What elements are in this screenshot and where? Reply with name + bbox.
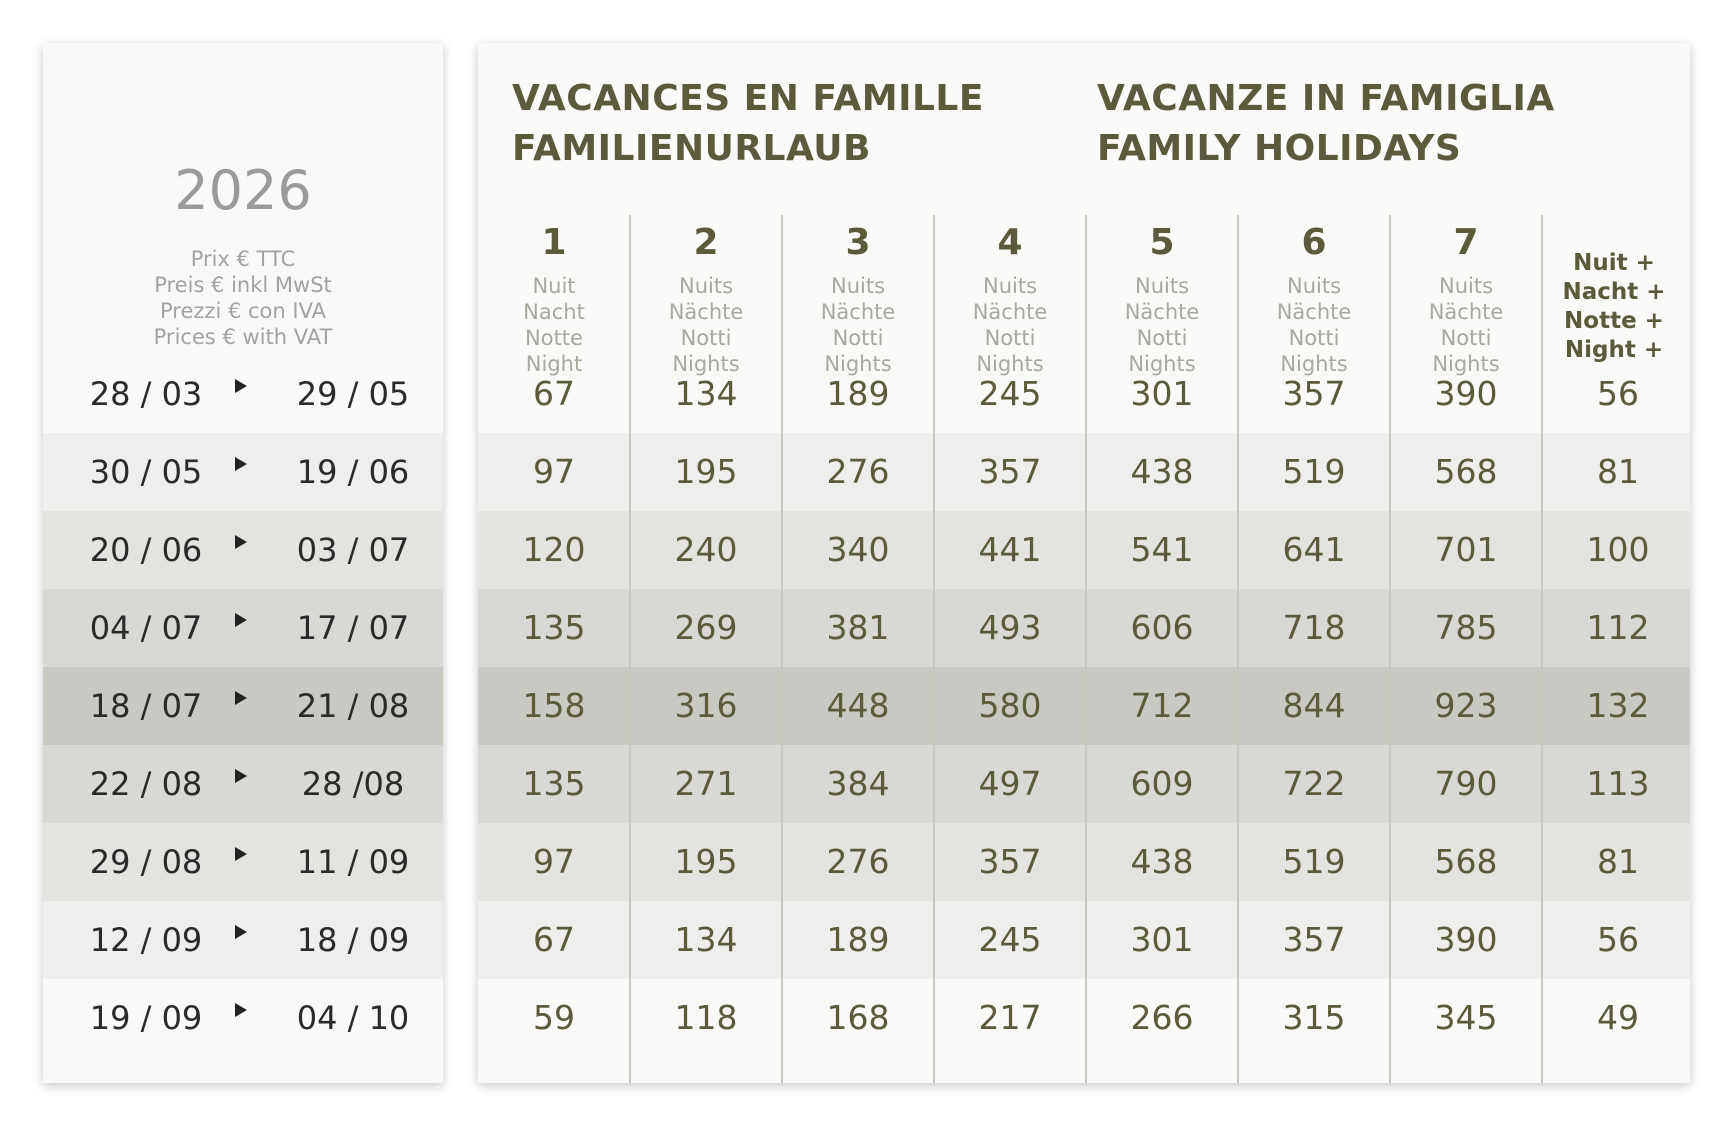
price-cell: 276	[826, 452, 890, 491]
column-nights-label	[478, 273, 630, 377]
date-from: 20 / 06	[89, 531, 203, 569]
arrow-right-icon	[235, 1003, 247, 1017]
column-label-line: Nights	[1128, 352, 1196, 376]
column-label-line: Notti	[832, 326, 884, 350]
extra-night-fr: Nuit +	[1573, 250, 1655, 276]
arrow-right-icon	[235, 769, 247, 783]
price-cell: 245	[978, 920, 1042, 959]
title-en: FAMILY HOLIDAYS	[1097, 128, 1462, 169]
title-fr: VACANCES EN FAMILLE	[512, 78, 984, 119]
price-cell: 276	[826, 842, 890, 881]
price-cell: 701	[1434, 530, 1498, 569]
price-cell: 357	[978, 842, 1042, 881]
column-label-line: Nights	[672, 352, 740, 376]
column-label-line: Nights	[1432, 352, 1500, 376]
date-range-row	[43, 823, 443, 901]
title-de: FAMILIENURLAUB	[512, 128, 871, 169]
column-label-line: Nächte	[1428, 300, 1504, 324]
date-range-row	[43, 979, 443, 1057]
price-panel	[478, 43, 1690, 1083]
price-cell: 189	[826, 374, 890, 413]
price-cell: 568	[1434, 452, 1498, 491]
column-nights-label	[1086, 273, 1238, 377]
arrow-right-icon	[235, 613, 247, 627]
price-cell: 67	[533, 920, 575, 959]
price-cell-extra-night: 49	[1597, 998, 1639, 1037]
price-cell: 195	[674, 842, 738, 881]
column-divider	[1237, 215, 1239, 1083]
price-cell: 580	[978, 686, 1042, 725]
arrow-right-icon	[235, 847, 247, 861]
column-nights-count: 2	[693, 222, 719, 263]
date-range-row	[43, 433, 443, 511]
date-from: 12 / 09	[89, 921, 203, 959]
extra-night-de: Nacht +	[1562, 279, 1666, 305]
title-it: VACANZE IN FAMIGLIA	[1097, 78, 1555, 119]
price-cell: 785	[1434, 608, 1498, 647]
column-label-line: Notti	[680, 326, 732, 350]
arrow-right-icon	[235, 457, 247, 471]
price-cell: 390	[1434, 374, 1498, 413]
price-cell: 271	[674, 764, 738, 803]
column-label-line: Notti	[1288, 326, 1340, 350]
price-cell: 438	[1130, 842, 1194, 881]
price-cell: 97	[533, 452, 575, 491]
date-range-row	[43, 667, 443, 745]
date-from: 18 / 07	[89, 687, 203, 725]
date-from: 22 / 08	[89, 765, 203, 803]
column-nights-count: 7	[1453, 222, 1479, 263]
date-to: 29 / 05	[296, 375, 410, 413]
arrow-right-icon	[235, 691, 247, 705]
price-row	[478, 433, 1690, 511]
column-divider	[629, 215, 631, 1083]
price-cell: 315	[1282, 998, 1346, 1037]
column-nights-count: 3	[845, 222, 871, 263]
price-row	[478, 589, 1690, 667]
extra-night-header	[1538, 249, 1690, 365]
column-label-line: Nuits	[1438, 274, 1494, 298]
column-label-line: Nuits	[678, 274, 734, 298]
date-to: 11 / 09	[296, 843, 410, 881]
price-cell: 134	[674, 920, 738, 959]
column-label-line: Nuits	[1134, 274, 1190, 298]
price-cell: 245	[978, 374, 1042, 413]
arrow-right-icon	[235, 925, 247, 939]
column-label-line: Night	[525, 352, 583, 376]
price-cell: 844	[1282, 686, 1346, 725]
date-to: 17 / 07	[296, 609, 410, 647]
date-from: 29 / 08	[89, 843, 203, 881]
date-panel	[43, 43, 443, 1083]
price-cell: 519	[1282, 842, 1346, 881]
price-cell: 357	[1282, 920, 1346, 959]
column-divider	[1541, 215, 1543, 1083]
price-cell: 134	[674, 374, 738, 413]
column-label-line: Nuits	[982, 274, 1038, 298]
price-cell: 357	[1282, 374, 1346, 413]
date-range-row	[43, 355, 443, 433]
column-nights-label	[1238, 273, 1390, 377]
price-cell: 301	[1130, 920, 1194, 959]
column-label-line: Nights	[976, 352, 1044, 376]
column-label-line: Nights	[824, 352, 892, 376]
column-label-line: Nuit	[532, 274, 576, 298]
price-cell: 67	[533, 374, 575, 413]
column-nights-count: 5	[1149, 222, 1175, 263]
date-to: 21 / 08	[296, 687, 410, 725]
price-cell: 118	[674, 998, 738, 1037]
column-label-line: Nächte	[972, 300, 1048, 324]
column-divider	[1389, 215, 1391, 1083]
column-label-line: Nacht	[523, 300, 585, 324]
date-range-row	[43, 745, 443, 823]
column-label-line: Notte	[525, 326, 583, 350]
price-cell: 168	[826, 998, 890, 1037]
price-cell: 269	[674, 608, 738, 647]
column-header-3	[782, 223, 934, 377]
price-cell: 438	[1130, 452, 1194, 491]
price-cell: 158	[522, 686, 586, 725]
price-cell: 340	[826, 530, 890, 569]
price-row	[478, 901, 1690, 979]
price-note-fr: Prix € TTC	[190, 247, 296, 271]
price-cell: 606	[1130, 608, 1194, 647]
column-label-line: Notti	[984, 326, 1036, 350]
column-label-line: Nuits	[830, 274, 886, 298]
price-cell: 493	[978, 608, 1042, 647]
column-divider	[1085, 215, 1087, 1083]
column-label-line: Nächte	[1276, 300, 1352, 324]
price-row	[478, 823, 1690, 901]
date-from: 28 / 03	[89, 375, 203, 413]
price-cell: 641	[1282, 530, 1346, 569]
price-cell: 59	[533, 998, 575, 1037]
date-from: 04 / 07	[89, 609, 203, 647]
date-range-row	[43, 511, 443, 589]
column-label-line: Nächte	[668, 300, 744, 324]
price-cell: 541	[1130, 530, 1194, 569]
column-label-line: Notti	[1136, 326, 1188, 350]
column-nights-count: 6	[1301, 222, 1327, 263]
price-cell-extra-night: 81	[1597, 842, 1639, 881]
price-cell-extra-night: 56	[1597, 374, 1639, 413]
price-cell: 135	[522, 608, 586, 647]
column-header-2	[630, 223, 782, 377]
column-nights-label	[782, 273, 934, 377]
price-cell-extra-night: 113	[1586, 764, 1650, 803]
price-cell-extra-night: 100	[1586, 530, 1650, 569]
price-cell-extra-night: 56	[1597, 920, 1639, 959]
column-label-line: Nächte	[1124, 300, 1200, 324]
price-cell: 97	[533, 842, 575, 881]
date-to: 04 / 10	[296, 999, 410, 1037]
arrow-right-icon	[235, 535, 247, 549]
price-cell: 381	[826, 608, 890, 647]
price-cell: 266	[1130, 998, 1194, 1037]
column-nights-count: 1	[541, 222, 567, 263]
price-cell: 301	[1130, 374, 1194, 413]
price-cell: 718	[1282, 608, 1346, 647]
price-cell: 189	[826, 920, 890, 959]
price-row	[478, 979, 1690, 1057]
column-header-5	[1086, 223, 1238, 377]
date-to: 28 /08	[301, 765, 405, 803]
column-divider	[781, 215, 783, 1083]
price-cell: 497	[978, 764, 1042, 803]
year-title: 2026	[174, 159, 312, 222]
price-cell-extra-night: 132	[1586, 686, 1650, 725]
price-cell: 357	[978, 452, 1042, 491]
date-from: 19 / 09	[89, 999, 203, 1037]
price-cell: 441	[978, 530, 1042, 569]
column-header-4	[934, 223, 1086, 377]
column-nights-label	[630, 273, 782, 377]
date-to: 18 / 09	[296, 921, 410, 959]
date-to: 03 / 07	[296, 531, 410, 569]
column-label-line: Nächte	[820, 300, 896, 324]
date-to: 19 / 06	[296, 453, 410, 491]
price-row	[478, 511, 1690, 589]
price-cell: 316	[674, 686, 738, 725]
price-cell: 345	[1434, 998, 1498, 1037]
extra-night-en: Night +	[1564, 337, 1664, 363]
price-cell: 568	[1434, 842, 1498, 881]
column-nights-label	[1390, 273, 1542, 377]
date-range-row	[43, 589, 443, 667]
price-cell: 519	[1282, 452, 1346, 491]
price-cell: 923	[1434, 686, 1498, 725]
column-divider	[933, 215, 935, 1083]
price-cell: 790	[1434, 764, 1498, 803]
price-cell: 120	[522, 530, 586, 569]
extra-night-it: Notte +	[1564, 308, 1664, 334]
price-cell: 448	[826, 686, 890, 725]
date-range-row	[43, 901, 443, 979]
column-label-line: Nights	[1280, 352, 1348, 376]
column-header-7	[1390, 223, 1542, 377]
price-row	[478, 667, 1690, 745]
price-note-de: Preis € inkl MwSt	[154, 273, 332, 297]
price-cell: 135	[522, 764, 586, 803]
price-note-it: Prezzi € con IVA	[160, 299, 326, 323]
price-cell: 390	[1434, 920, 1498, 959]
column-nights-count: 4	[997, 222, 1023, 263]
price-row	[478, 745, 1690, 823]
arrow-right-icon	[235, 379, 247, 393]
price-cell: 712	[1130, 686, 1194, 725]
date-from: 30 / 05	[89, 453, 203, 491]
column-header-6	[1238, 223, 1390, 377]
price-cell-extra-night: 81	[1597, 452, 1639, 491]
price-cell: 240	[674, 530, 738, 569]
price-cell: 195	[674, 452, 738, 491]
price-note-en: Prices € with VAT	[153, 325, 333, 349]
column-nights-label	[934, 273, 1086, 377]
column-header-1	[478, 223, 630, 377]
price-cell: 722	[1282, 764, 1346, 803]
price-cell: 384	[826, 764, 890, 803]
column-label-line: Notti	[1440, 326, 1492, 350]
column-label-line: Nuits	[1286, 274, 1342, 298]
price-cell: 609	[1130, 764, 1194, 803]
price-notes	[43, 246, 443, 350]
price-cell-extra-night: 112	[1586, 608, 1650, 647]
price-cell: 217	[978, 998, 1042, 1037]
